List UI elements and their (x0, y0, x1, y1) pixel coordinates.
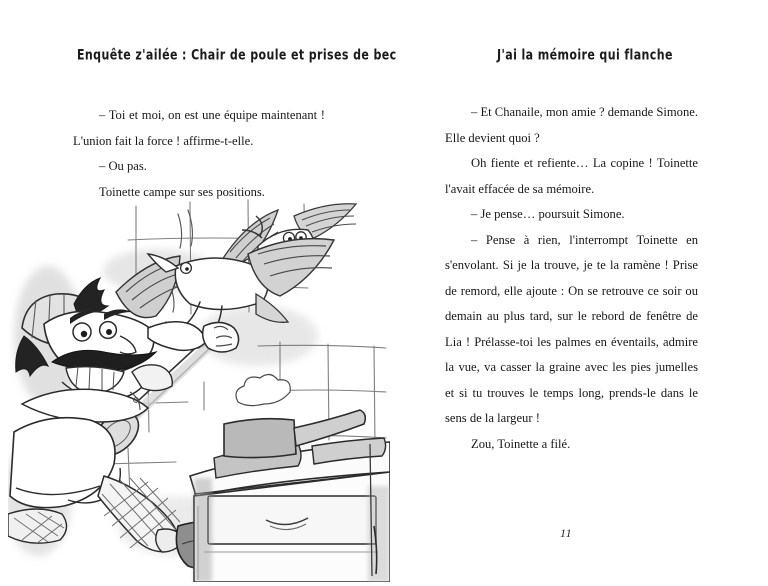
running-head-right: J'ai la mémoire qui flanche (497, 46, 673, 64)
steam-puff (236, 374, 290, 405)
kitchen-chef-illustration (8, 196, 390, 582)
paragraph: – Toi et moi, on est une équipe maintenant ! L'union fait la force ! affirme-t-elle. (73, 108, 325, 148)
frying-pan (224, 419, 296, 458)
page-number: 11 (560, 526, 573, 540)
paragraph: – Et Chanaile, mon amie ? demande Simone. Elle devient quoi ? (445, 105, 698, 145)
right-page-text-column (445, 100, 698, 457)
paragraph: – Pense à rien, l'interrompt Toinette en s'envolant. Si je la trouve, je te la ramène ! Prise de remord, elle ajoute : On se retrouve ce soir ou demain au plus tard, sur le rebord de fenêtre de Lia ! Prélasse-toi les palmes en éventails, admire la vue, va casser la graine avec les pies jumelles et si tu trouves le temps long, prends-le dans le sens de la largeur ! (445, 232, 698, 425)
running-head-left: Enquête z'ailée : Chair de poule et prises de bec (77, 46, 397, 64)
paragraph: Toinette campe sur ses positions. (99, 184, 265, 199)
paragraph: Oh fiente et refiente… La copine ! Toinette l'avait effacée de sa mémoire. (445, 156, 698, 196)
counter-drawer (208, 496, 376, 544)
kitchen-counter (190, 374, 390, 582)
paragraph: Zou, Toinette a filé. (471, 436, 571, 451)
paragraph: – Je pense… poursuit Simone. (471, 207, 625, 221)
left-page-text-column (73, 103, 325, 205)
paragraph: – Ou pas. (99, 159, 147, 173)
